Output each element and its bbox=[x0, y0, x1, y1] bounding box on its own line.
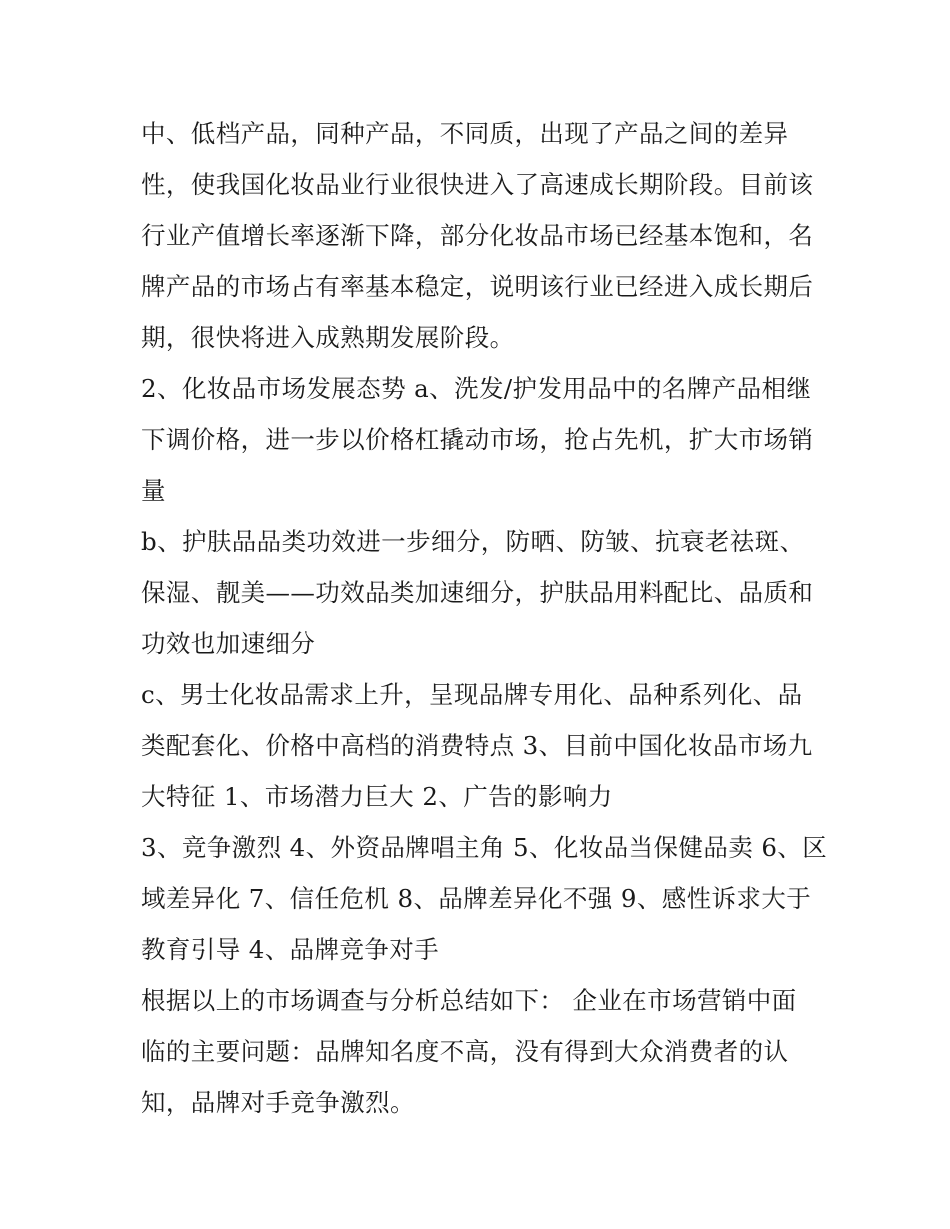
text-line: 下调价格，进一步以价格杠撬动市场，抢占先机，扩大市场销 bbox=[141, 425, 814, 454]
paragraph-summary bbox=[141, 975, 816, 1128]
paragraph-market-trend-b bbox=[141, 516, 816, 669]
text-line: 行业产值增长率逐渐下降，部分化妆品市场已经基本饱和，名 bbox=[141, 221, 814, 250]
text-line: 3、竞争激烈 4、外资品牌唱主角 5、化妆品当保健品卖 6、区 bbox=[141, 833, 828, 862]
paragraph-market-trend-c bbox=[141, 669, 816, 822]
text-line: 牌产品的市场占有率基本稳定，说明该行业已经进入成长期后 bbox=[141, 272, 814, 301]
text-line: 临的主要问题：品牌知名度不高，没有得到大众消费者的认 bbox=[141, 1037, 789, 1066]
text-line: 类配套化、价格中高档的消费特点 3、目前中国化妆品市场九 bbox=[141, 731, 813, 760]
text-line: 保湿、靓美——功效品类加速细分，护肤品用料配比、品质和 bbox=[141, 578, 814, 607]
paragraph-industry-stage bbox=[141, 108, 816, 363]
paragraph-market-trend-a bbox=[141, 363, 816, 516]
text-line: 性，使我国化妆品业行业很快进入了高速成长期阶段。目前该 bbox=[141, 170, 814, 199]
text-line: 量 bbox=[141, 476, 166, 505]
text-line: 根据以上的市场调查与分析总结如下： 企业在市场营销中面 bbox=[141, 986, 797, 1015]
paragraph-market-features bbox=[141, 822, 828, 975]
text-line: 2、化妆品市场发展态势 a、洗发/护发用品中的名牌产品相继 bbox=[141, 374, 812, 403]
document-body bbox=[141, 108, 828, 1128]
text-line: b、护肤品品类功效进一步细分，防晒、防皱、抗衰老祛斑、 bbox=[141, 527, 805, 556]
text-line: 中、低档产品，同种产品，不同质，出现了产品之间的差异 bbox=[141, 119, 789, 148]
text-line: 大特征 1、市场潜力巨大 2、广告的影响力 bbox=[141, 782, 613, 811]
text-line: 功效也加速细分 bbox=[141, 629, 316, 658]
text-line: 域差异化 7、信任危机 8、品牌差异化不强 9、感性诉求大于 bbox=[141, 884, 812, 913]
text-line: 期，很快将进入成熟期发展阶段。 bbox=[141, 323, 515, 352]
text-line: 教育引导 4、品牌竞争对手 bbox=[141, 935, 440, 964]
text-line: 知，品牌对手竞争激烈。 bbox=[141, 1088, 415, 1117]
text-line: c、男士化妆品需求上升，呈现品牌专用化、品种系列化、品 bbox=[141, 680, 803, 709]
